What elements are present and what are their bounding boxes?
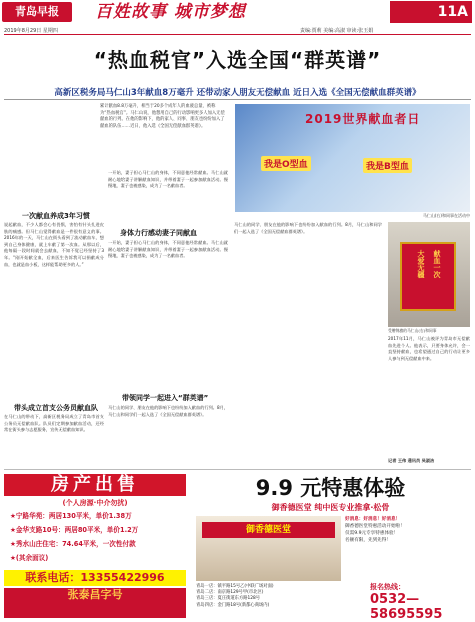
ad-subtitle: (个人房源·中介勿扰) [62,499,128,507]
store-address: 青岛三店：夏庄街道东方路128号 [196,596,261,602]
property-ad [4,472,186,618]
shop-photo [196,516,341,581]
sub-headline: 高新区税务局马仁山3年献血8万毫升 还带动家人朋友无偿献血 近日入选《全国无偿献血群英谱》 [54,88,421,98]
listing-line: ★金华支路10号：两居80平米，单价1.2万 [10,526,139,534]
main-headline: “热血税官”入选全国“群英谱” [93,48,382,72]
hotline [370,582,466,622]
header-divider [4,34,471,35]
ad-headline: 9.9 元特惠体验 [255,476,406,500]
photo-caption: 受赠锦旗的马仁山(右)和同事 [388,328,437,333]
ad-title: 房产出售 [4,474,186,496]
ad-info [345,516,467,544]
photo-caption: 马仁山(右)和同事在活动中 [422,213,470,218]
store-addresses [196,584,366,609]
page-number [390,1,472,23]
article-text: 在马仁山的带动下，高新区税务局成立了青岛市首支公务员无偿献血队。队员们定期参加献血活动，还经常在街头参与志愿服务，宣传无偿献血知识。 [4,414,104,433]
ad-info-line: 御香德医堂特惠活动开始啦！ [345,524,405,529]
article-text: 一开始，妻子担心马仁山的身体，不同意他经常献血。马仁山就耐心地给妻子讲解献血知识，并带着妻子一起参加献血活动。慢慢地，妻子也被感染，成为了一名献血者。 [108,170,228,189]
blood-type-sign-b: 我是B型血 [363,158,412,173]
shop-sign: 御香德医堂 [202,522,335,538]
massage-ad [190,472,471,622]
section-banner: 百姓故事 城市梦想 [95,2,246,22]
listing-line: ★秀水山庄住宅：74.64平米，一次性付款 [10,540,136,548]
section-title: 带头成立首支公务员献血队 [14,404,98,412]
page-letter: A [457,4,468,20]
photo-backdrop-text: 2019世界献血者日 [305,112,421,126]
honor-banner [400,242,456,311]
article-text: 说起献血，不少人都会心有畏惧，害怕有针头扎进皮肤的痛感。但马仁山觉得献血是一件很有意义的事。2016年的一天，马仁山在街头看到了流动献血车，想到自己身体健康，就上车献了第一次血。从那以后，他每隔一段时间就会去献血，不知不觉已经坚持了3年。“刚开始献全血，后来医生告诉我可以捐献成分血，也就是血小板，这样能帮助更多的人。” [4,222,104,267]
banner-photo [388,222,470,327]
section-title: 带领同学一起进入“群英谱” [122,394,209,402]
hotline-label: 报名热线： [370,583,405,591]
contact-phone: 联系电话：13355422996 [4,570,186,586]
article-text: 马仁山的同学、朋友在他的影响下也纷纷加入献血的行列。8月，马仁山和同学们一起入选了《全国无偿献血群英谱》。 [234,222,382,234]
ad-info-highlight: 好消息：好消息！好消息！ [345,517,401,522]
event-photo [235,104,470,212]
blood-type-sign-o: 我是O型血 [261,156,311,171]
page-number-value: 11 [437,4,458,20]
editor-credits: 责编:贾莉 美编:高淑 审读:张玉娟 [300,28,374,34]
listing-line: ★宁路华苑：两居130平米，单价1.38万 [10,512,132,520]
ad-info-line: 名额有限，先到先得！ [345,538,391,543]
ad-info-line [345,516,467,523]
section-title: 一次献血养成3年习惯 [22,212,90,220]
banner-text-a: 献血一次 [433,250,441,278]
ad-divider [4,469,471,470]
headline-divider [4,99,471,100]
byline: 记者 王伟 通讯员 吴淑洁 [388,458,435,463]
section-title: 身体力行感动妻子同献血 [120,229,197,237]
issue-date: 2019年8月29日 星期四 [4,28,58,34]
ad-stamp: 张泰昌字号 [4,588,186,618]
article-text: 2017年11月，马仁山被评为青岛市无偿献血先进个人。他表示，只要身体允许，会一直坚持献血，也希望通过自己的行动让更多人参与到无偿献血中来。 [388,336,470,361]
newspaper-logo: 青岛早报 [2,2,72,22]
store-address: 青岛四店：金门路18号(新都心商场内) [196,602,270,608]
article-text: 一开始，妻子担心马仁山的身体，不同意他经常献血。马仁山就耐心地给妻子讲解献血知识，并带着妻子一起参加献血活动。慢慢地，妻子也被感染，成为了一名献血者。 [108,240,228,259]
store-address: 青岛一店：镇平路15号乙(中联广场对面) [196,584,274,589]
article-text: 马仁山的同学、朋友在他的影响下也纷纷加入献血的行列。8月，马仁山和同学们一起入选了《全国无偿献血群英谱》。 [108,405,228,417]
banner-text-b: 大爱无疆 [417,250,425,278]
ad-info-line: 仅需9.9元专享特惠体验！ [345,531,399,536]
listing-line: ★(其余面议) [10,554,49,562]
store-address: 青岛二店：南京路129号甲(市北区) [196,590,264,596]
ad-slogan: 御香德医堂 纯中医专业推拿·松骨 [271,503,390,512]
lead-paragraph: 累计献血8.8万毫升，相当于20多个成年人的血液总量，被称为“热血税官”。马仁山说，他想用自己的行动影响更多人加入无偿献血的行列。在他的影响下，他的家人、同事、朋友也纷纷加入了献血的队伍……近日，他入选《全国无偿献血群英谱》。 [100,104,225,129]
hotline-number: 0532—58695595 [370,592,443,622]
masthead [0,0,475,24]
